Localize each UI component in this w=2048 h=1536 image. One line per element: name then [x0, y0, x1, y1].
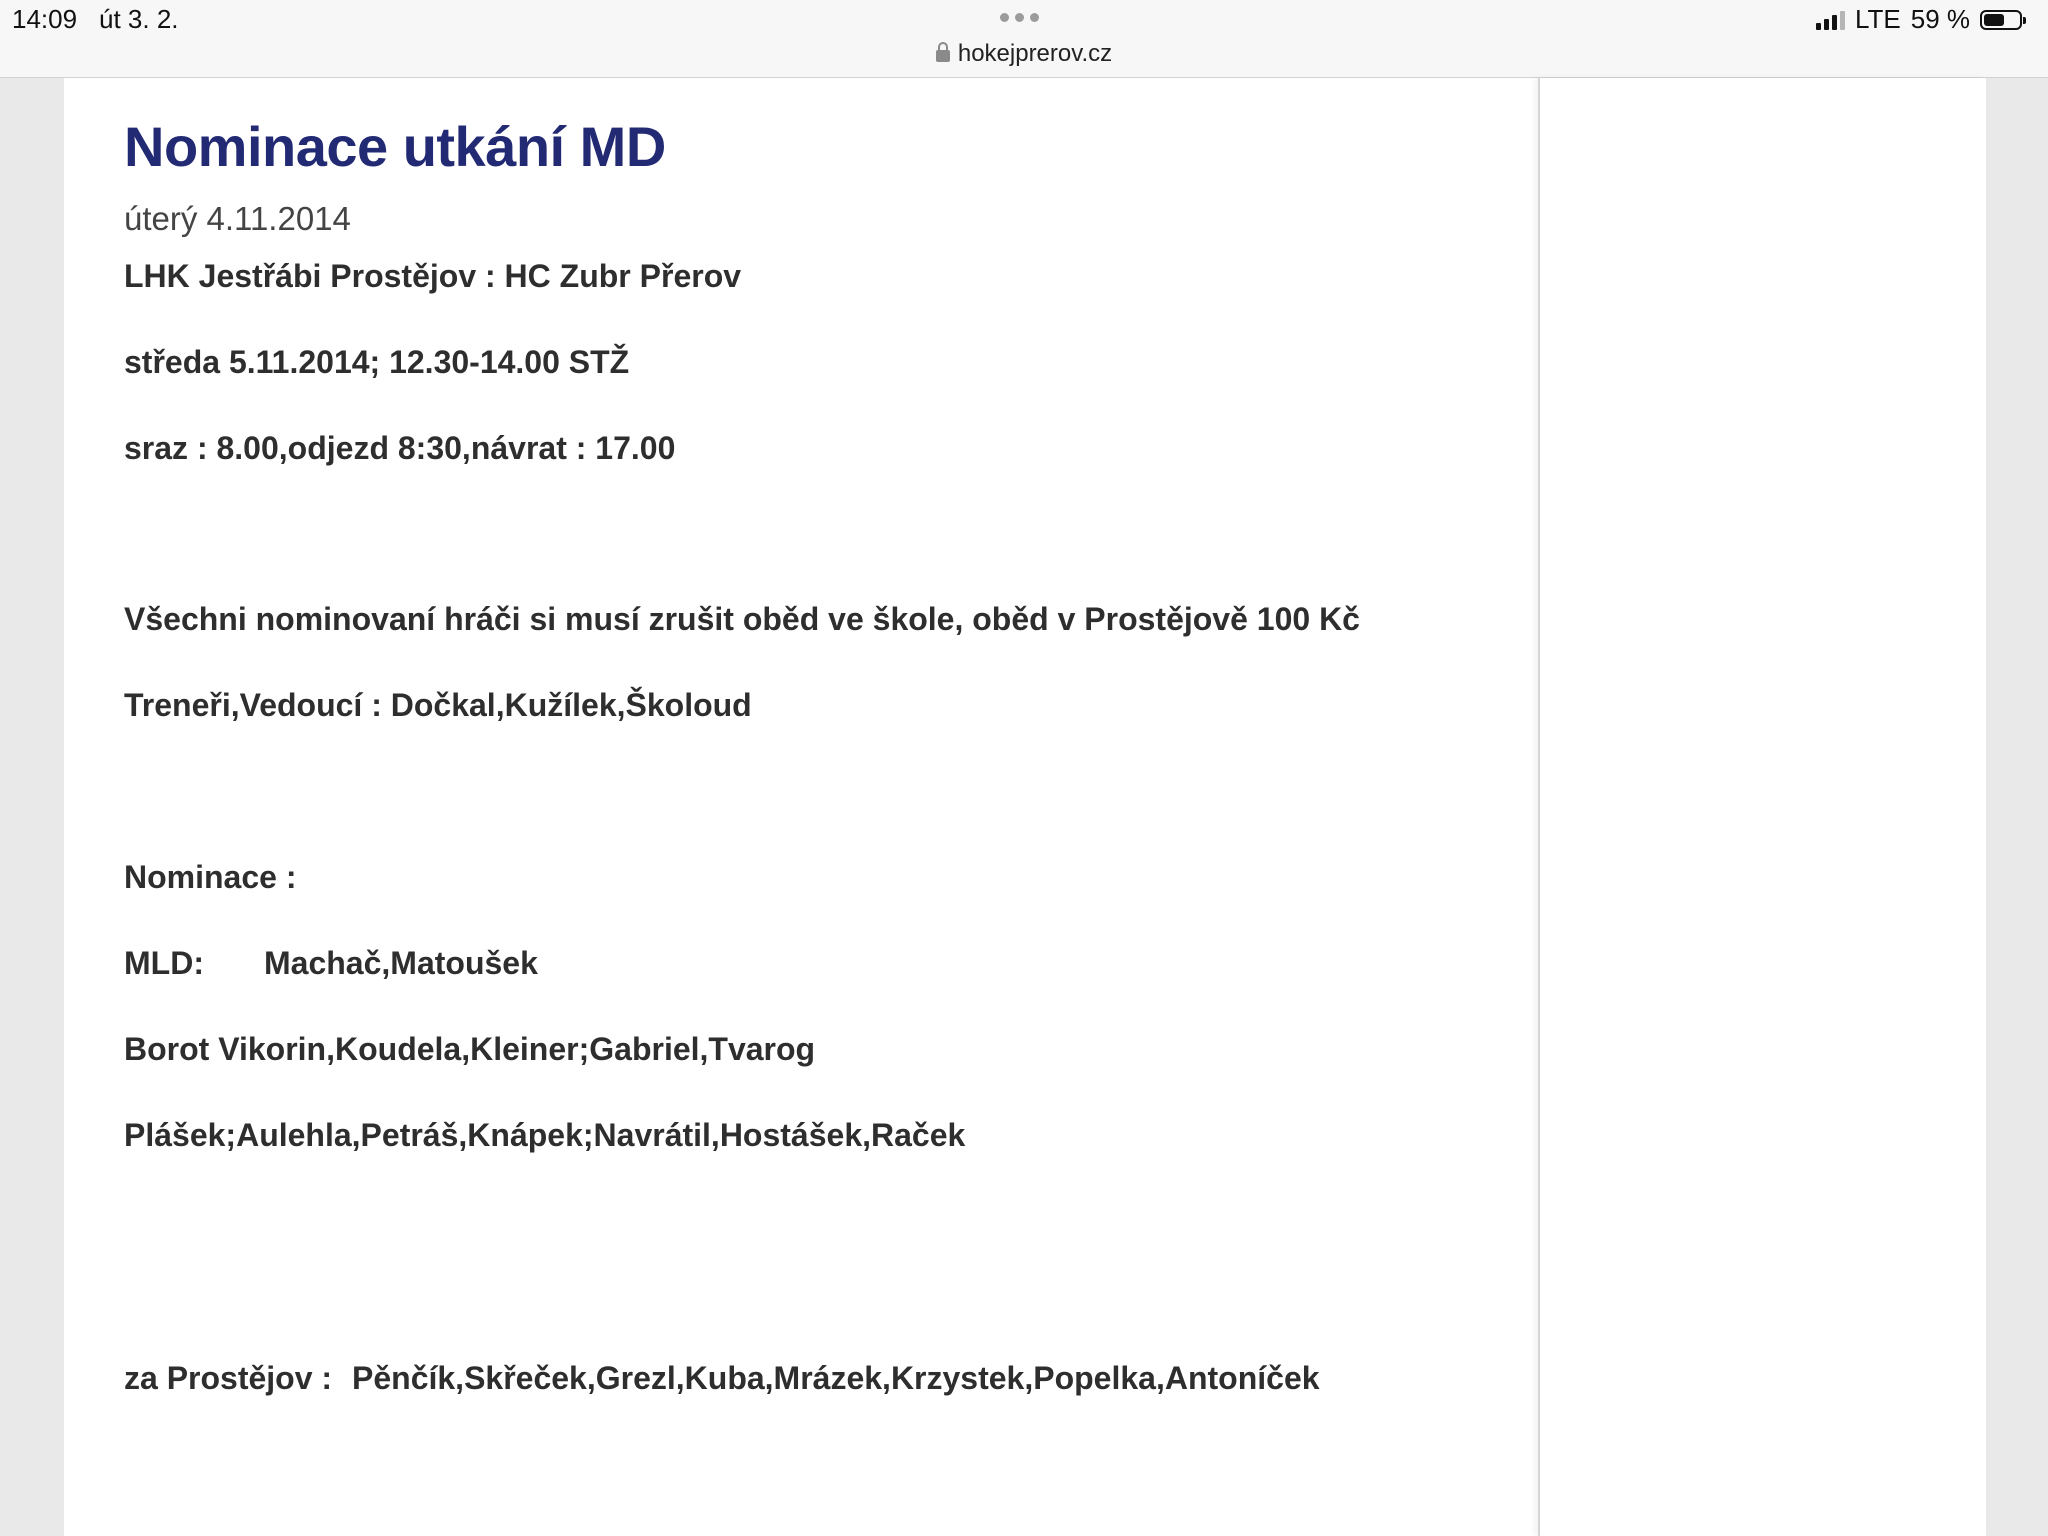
url-text: hokejprerov.cz — [957, 40, 1113, 67]
page-title: Nominace utkání MD — [124, 115, 666, 178]
status-indicators — [1816, 4, 2022, 35]
schedule-line: středa 5.11.2014; 12.30-14.00 STŽ — [124, 344, 630, 380]
players-line-2: Plášek;Aulehla,Petráš,Knápek;Navrátil,Hostášek,Raček — [124, 1117, 966, 1153]
nomination-heading: Nominace : — [124, 859, 297, 895]
signal-icon — [1816, 10, 1845, 30]
mld-line — [124, 945, 538, 982]
battery-fill — [1984, 14, 2004, 26]
status-date: út 3. 2. — [99, 4, 179, 34]
network-label: LTE — [1854, 4, 1901, 34]
multitasking-dots-icon[interactable] — [1000, 13, 1039, 22]
right-sidebar — [1538, 78, 1986, 1536]
address-bar[interactable] — [0, 40, 2048, 68]
prostejov-label: za Prostějov : — [124, 1360, 333, 1396]
prostejov-players: Pěnčík,Skřeček,Grezl,Kuba,Mrázek,Krzystek,Popelka,Antoníček — [352, 1360, 1320, 1396]
battery-icon — [1980, 10, 2022, 30]
mld-players: Machač,Matoušek — [264, 945, 538, 981]
status-bar — [0, 0, 2048, 78]
article-content — [64, 78, 1538, 1536]
status-time: 14:09 — [12, 4, 78, 34]
lock-icon — [936, 50, 950, 62]
article-date: úterý 4.11.2014 — [124, 200, 351, 237]
players-line-1: Borot Vikorin,Koudela,Kleiner;Gabriel,Tvarog — [124, 1031, 816, 1067]
mld-label: MLD: — [124, 945, 204, 981]
match-line: LHK Jestřábi Prostějov : HC Zubr Přerov — [124, 258, 742, 294]
battery-percent: 59 % — [1910, 4, 1970, 34]
coaches-line: Treneři,Vedoucí : Dočkal,Kužílek,Školoud — [124, 687, 752, 723]
lunch-note: Všechni nominovaní hráči si musí zrušit oběd ve škole, oběd v Prostějově 100 Kč — [124, 601, 1360, 637]
prostejov-line — [124, 1360, 1320, 1397]
meeting-line: sraz : 8.00,odjezd 8:30,návrat : 17.00 — [124, 430, 676, 466]
